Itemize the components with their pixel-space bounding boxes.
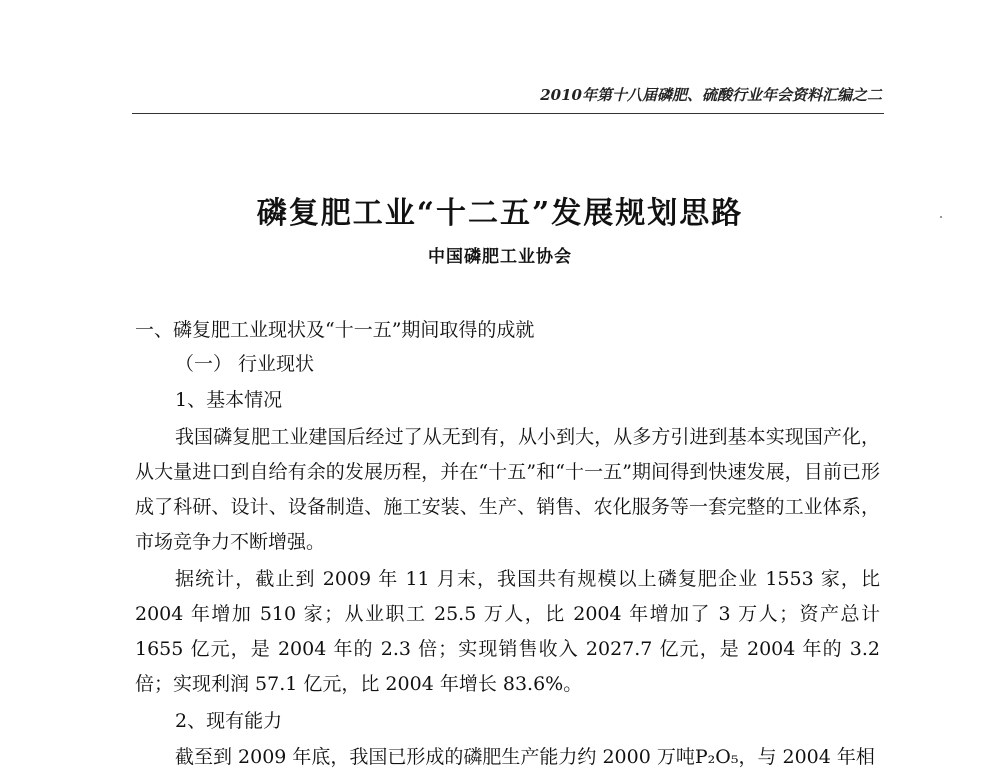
paragraph-overview: 我国磷复肥工业建国后经过了从无到有，从小到大，从多方引进到基本实现国产化，从大量进口到自给有余的发展历程，并在“十五”和“十一五”期间得到快速发展，目前已形成了科研、设计、设备制造、施工安装、生产、销售、农化服务等一套完整的工业体系，市场竞争力不断增强。 bbox=[135, 426, 880, 553]
item-heading-capacity: 2、现有能力 bbox=[175, 710, 283, 732]
section-heading: 一、磷复肥工业现状及“十一五”期间取得的成就 bbox=[135, 319, 535, 341]
running-header: 2010年第十八届磷肥、硫酸行业年会资料汇编之二 bbox=[540, 86, 882, 104]
document-author: 中国磷肥工业协会 bbox=[428, 247, 572, 267]
paragraph-capacity: 截至到 2009 年底，我国已形成的磷肥生产能力约 2000 万吨P₂O₅，与 2004 年相 bbox=[175, 746, 875, 768]
paragraph-statistics: 据统计，截止到 2009 年 11 月末，我国共有规模以上磷复肥企业 1553 家，比 2004 年增加 510 家；从业职工 25.5 万人，比 2004 年增加了 3 万人；资产总计 1655 亿元，是 2004 年的 2.3 倍；实现销售收入 2027.7 亿元，是 2004 年的 3.2 倍；实现利润 57.1 亿元，比 2004 年增长 83.6%。 bbox=[135, 568, 880, 695]
scan-speck bbox=[940, 216, 942, 218]
header-divider bbox=[132, 113, 884, 114]
item-heading-basic: 1、基本情况 bbox=[175, 389, 283, 411]
subsection-heading: （一） 行业现状 bbox=[175, 353, 315, 375]
document-title: 磷复肥工业“十二五”发展规划思路 bbox=[256, 196, 744, 231]
